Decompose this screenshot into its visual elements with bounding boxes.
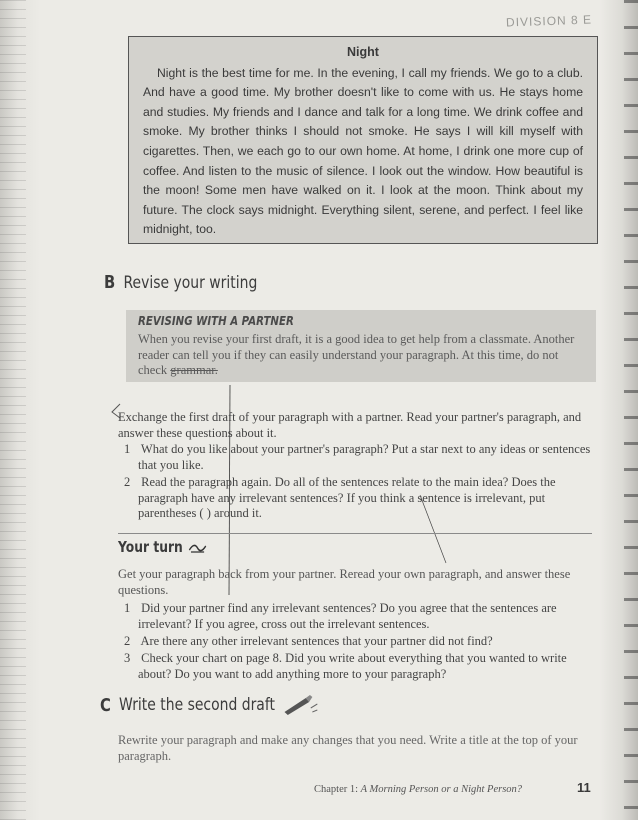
footer-chapter: Chapter 1:: [314, 784, 359, 795]
partner-question-1: [122, 442, 596, 473]
question-text: Read the paragraph again. Do all of the sentences relate to the main idea? Does the paragraph have any irrelevant sentences? If you think a sentence is irrelevant, put parentheses ( ) around it.: [138, 475, 556, 521]
partner-question-2: [122, 475, 596, 522]
footer-chapter-title: A Morning Person or a Night Person?: [360, 784, 523, 795]
essay-title: Night: [347, 45, 379, 59]
your-turn-divider: [118, 533, 592, 534]
section-c-letter: C: [100, 694, 111, 716]
question-number: 2: [124, 634, 131, 648]
pencil-icon: [282, 694, 320, 716]
question-text: Did your partner find any irrelevant sentences? Do you agree that the sentences are irrelevant? If you agree, cross out the irrelevant sentences.: [138, 601, 557, 631]
section-c-title: Write the second draft: [119, 695, 275, 715]
pen-mark-vertical-icon: [228, 385, 232, 595]
question-number: 2: [124, 475, 131, 489]
pen-mark-diagonal-icon: [418, 495, 448, 565]
page-edge-shadow: [0, 0, 26, 820]
your-turn-question-2: [122, 634, 596, 650]
pencil-doodle-icon: [188, 540, 208, 554]
section-c-heading: [100, 694, 319, 716]
question-text: Check your chart on page 8. Did you write about everything that you wanted to write about? Do you want to add anything more to your paragraph?: [138, 651, 567, 681]
essay-body: Night is the best time for me. In the evening, I call my friends. We go to a club. And have a good time. My brother doesn't like to come with us. He stays home and studies. My friends and I dance and talk for a long time. We drink coffee and smoke. My brother thinks I should not smoke. He says I will kill myself with cigarettes. Then, we each go to our own home. At home, I drink one more cup of coffee. And listen to the music of silence. I look out the window. How beautiful is the moon! Some men have walked on it. I look at the moon. Think about my future. The clock says midnight. Everything silent, serene, and perfect. I feel like midnight, too.: [143, 65, 583, 237]
exchange-instructions: Exchange the first draft of your paragraph with a partner. Read your partner's paragraph, and answer these questions about it.: [118, 410, 582, 440]
your-turn-instructions: Get your paragraph back from your partner. Reread your own paragraph, and answer these questions.: [118, 567, 571, 597]
second-draft-instructions: Rewrite your paragraph and make any changes that you need. Write a title at the top of your paragraph.: [118, 733, 578, 763]
question-number: 1: [124, 442, 131, 456]
question-number: 3: [124, 651, 131, 665]
your-turn-question-1: [122, 601, 596, 632]
header-corner-text: DIVISION 8 E: [505, 12, 593, 30]
sample-essay-box: [128, 36, 598, 244]
question-number: 1: [124, 601, 131, 615]
question-text: What do you like about your partner's paragraph? Put a star next to any ideas or sentences that you like.: [138, 442, 591, 472]
section-b-title: Revise your writing: [123, 272, 258, 293]
page-footer: [314, 784, 522, 795]
tip-body-text: When you revise your first draft, it is a good idea to get help from a classmate. Another reader can tell you if they can easily understand your paragraph. At this time, do not check: [138, 332, 575, 377]
page-number: 11: [577, 780, 591, 795]
question-text: Are there any other irrelevant sentences that your partner did not find?: [140, 634, 493, 648]
your-turn-title: Your turn: [118, 538, 183, 556]
tip-body: [138, 332, 584, 379]
section-b-letter: B: [104, 272, 116, 293]
tip-body-struck-word: grammar.: [170, 363, 218, 377]
your-turn-question-3: [122, 651, 596, 682]
your-turn-heading: [118, 538, 207, 556]
section-b-heading: [104, 272, 257, 293]
revising-tip-box: [126, 310, 596, 382]
spiral-binding: [624, 0, 638, 820]
tip-title: REVISING WITH A PARTNER: [138, 314, 294, 328]
